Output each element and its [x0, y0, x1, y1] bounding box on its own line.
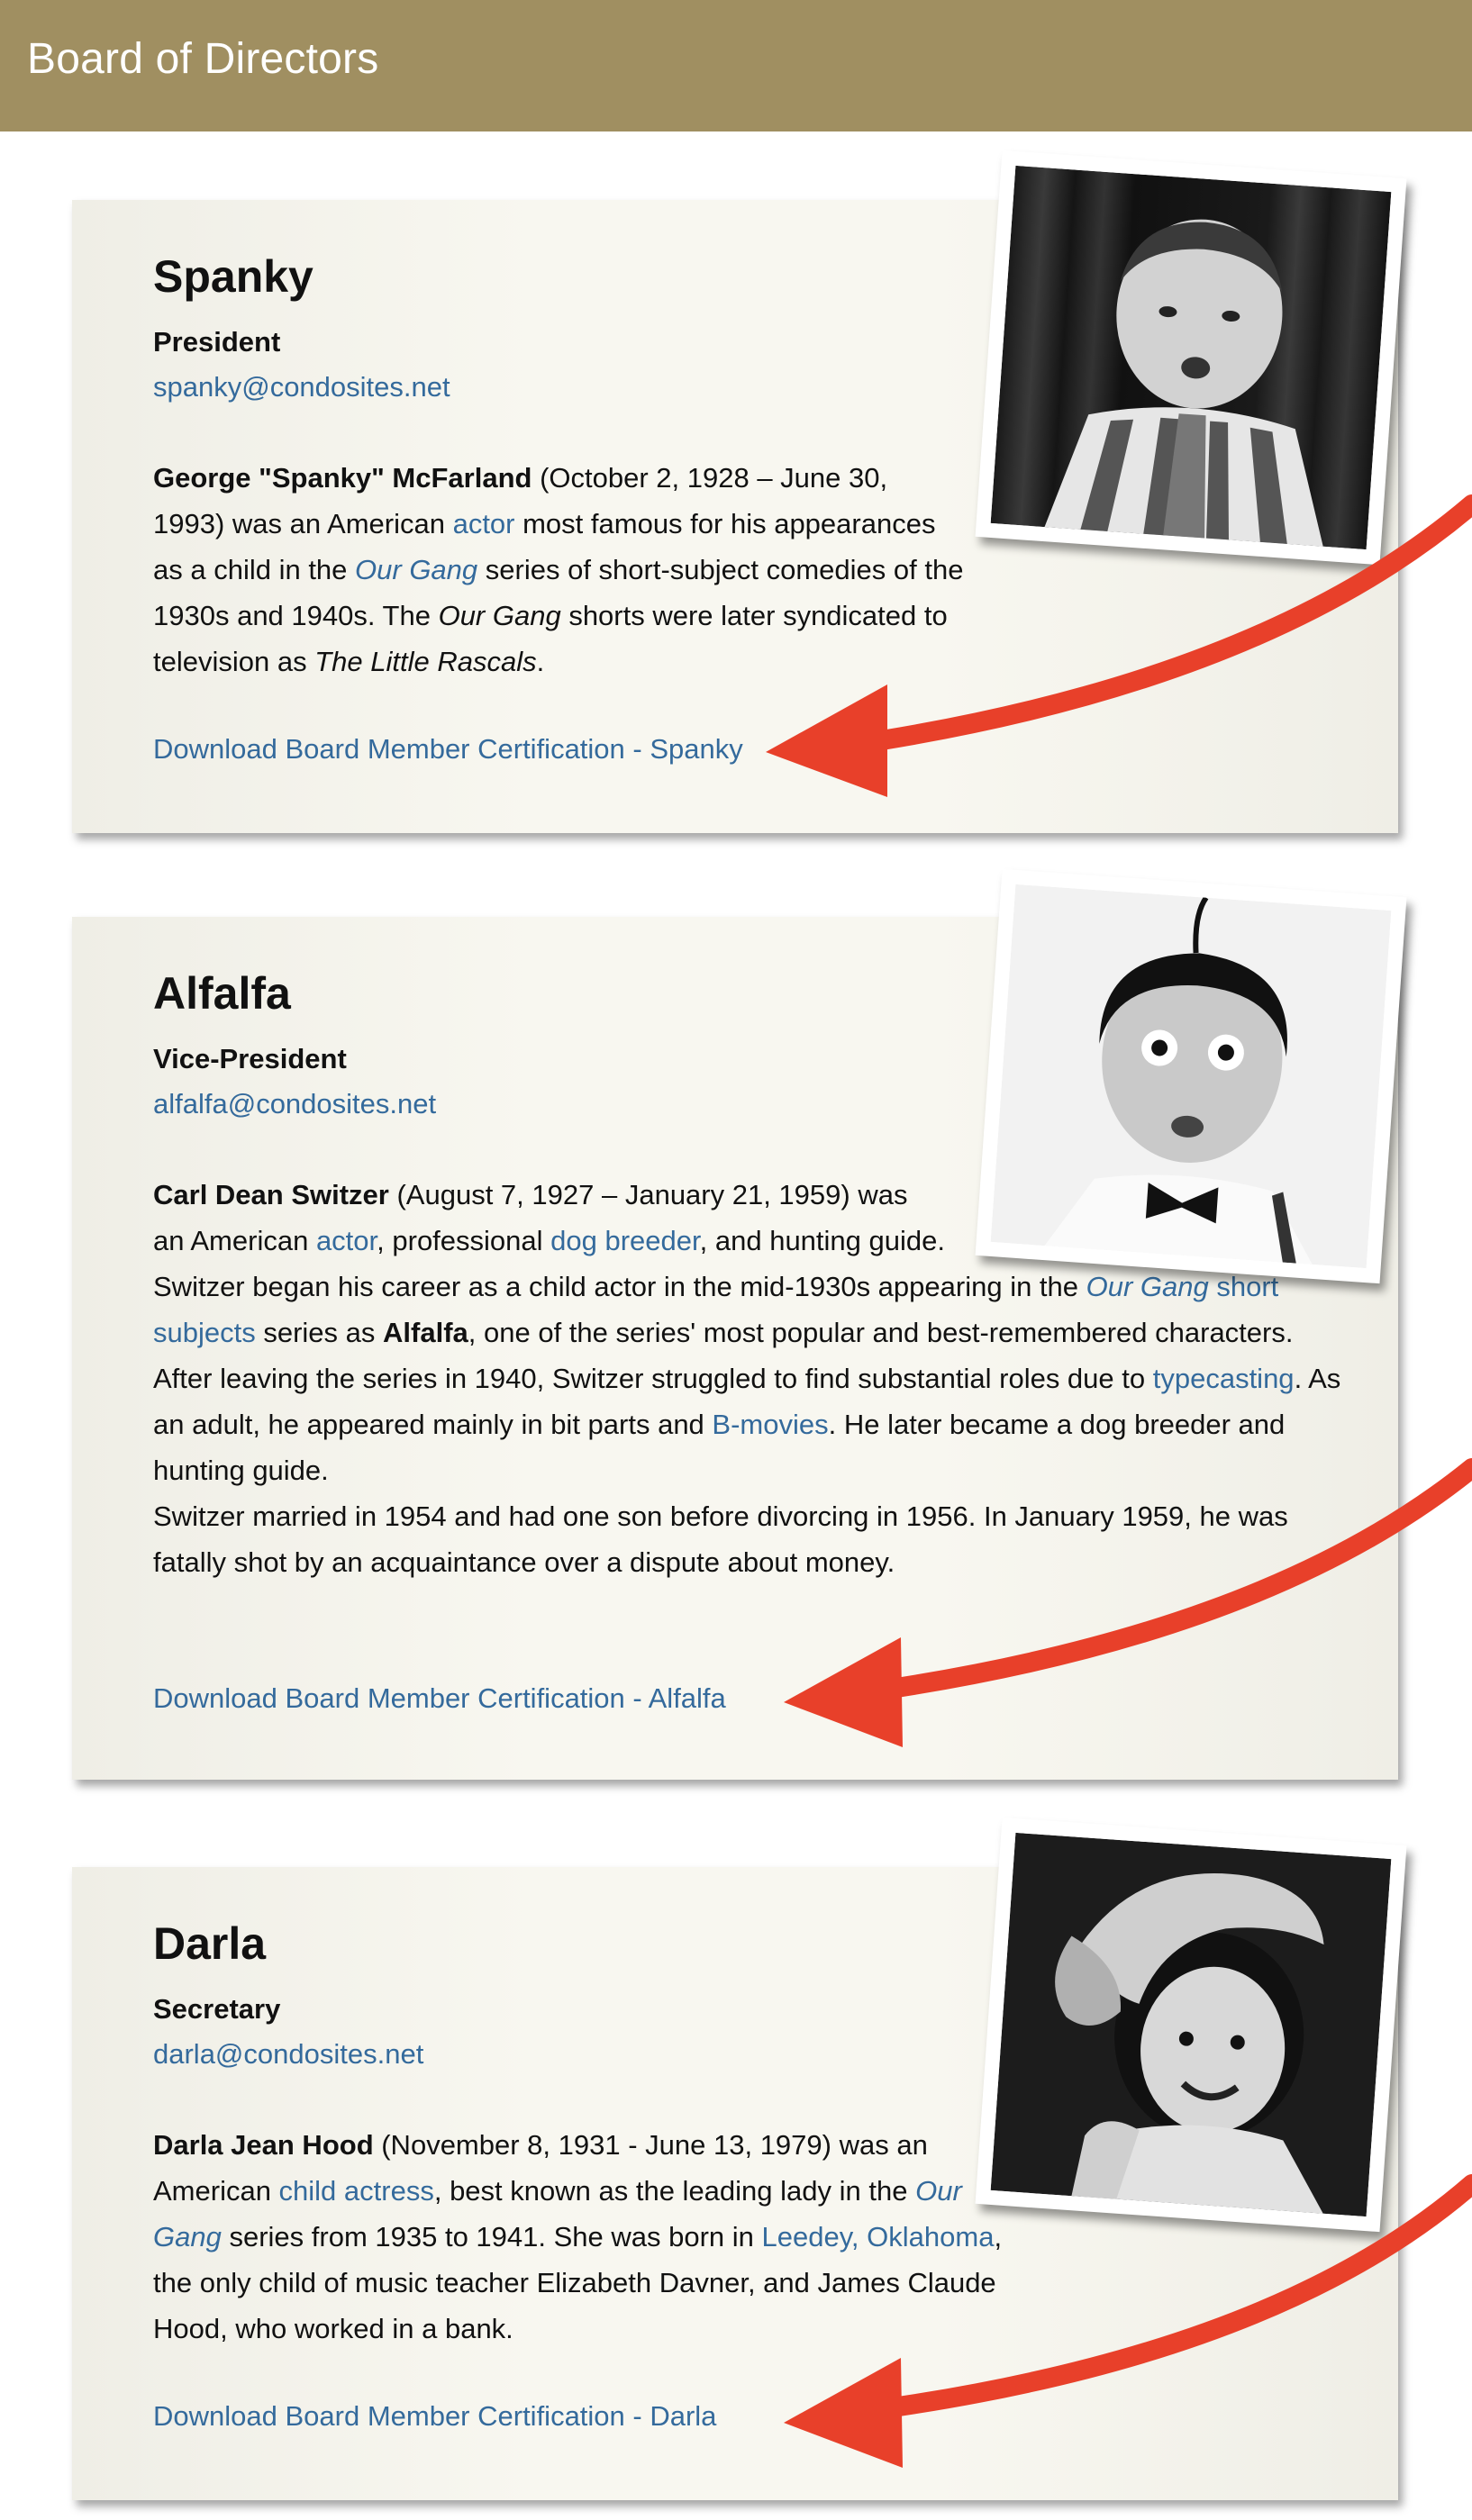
download-certification-link[interactable]: Download Board Member Certification - Spanky: [153, 733, 743, 765]
member-photo-spanky: [976, 150, 1407, 565]
download-certification-link[interactable]: Download Board Member Certification - Alfalfa: [153, 1682, 726, 1714]
member-role: Secretary: [153, 1993, 281, 2025]
bio-text: (November 8, 1931 - June 13, 1979) was an American: [153, 2129, 928, 2207]
bio-link-child-actress[interactable]: child actress: [278, 2175, 434, 2207]
bio-link-our-gang[interactable]: [355, 554, 477, 585]
bio-text: Switzer began his career as a child actor in the mid-1930s appearing in the: [153, 1271, 1086, 1302]
bio-text: . As an adult, he appeared mainly in bit parts and: [153, 1363, 1341, 1440]
bio-paragraph-2: [153, 1264, 1342, 1493]
bio-link-typecasting[interactable]: typecasting: [1152, 1363, 1295, 1394]
bio-link-our-gang-text: Our Gang: [1086, 1271, 1209, 1302]
portrait-image: [991, 1833, 1392, 2216]
member-bio: [153, 2122, 1018, 2352]
bio-text: , best known as the leading lady in the: [433, 2175, 916, 2207]
member-name: Spanky: [153, 251, 313, 302]
bio-text: shorts were later syndicated to television as: [153, 600, 948, 677]
bio-paragraph-1: [153, 1172, 946, 1264]
member-photo-darla: [976, 1817, 1407, 2232]
member-email-link[interactable]: alfalfa@condosites.net: [153, 1088, 437, 1119]
bio-link-b-movies[interactable]: B-movies: [712, 1409, 829, 1440]
bio-link-our-gang-text: Our Gang: [153, 2175, 962, 2253]
bio-our-gang-italic: Our Gang: [438, 600, 561, 631]
bio-link-our-gang[interactable]: [1086, 1271, 1209, 1302]
bio-little-rascals: The Little Rascals: [314, 646, 537, 677]
bio-text: series of short-subject comedies of the 1930s and 1940s. The: [153, 554, 964, 631]
bio-text: , professional: [377, 1225, 551, 1256]
bio-full-name: George "Spanky" McFarland: [153, 462, 532, 494]
bio-text: , one of the series' most popular and best-remembered characters. After leaving the series in 1940, Switzer struggled to find substantial roles due to: [153, 1317, 1294, 1394]
bio-link-our-gang-text: Our Gang: [355, 554, 478, 585]
bio-text: , and hunting guide.: [699, 1225, 945, 1256]
bio-text: series from 1935 to 1941. She was born in: [221, 2221, 762, 2253]
download-certification-link[interactable]: Download Board Member Certification - Darla: [153, 2400, 717, 2432]
page-title: Board of Directors: [27, 35, 379, 83]
bio-text: most famous for his appearances as a child in the: [153, 508, 936, 585]
bio-full-name: Carl Dean Switzer: [153, 1179, 389, 1210]
bio-text: . He later became a dog breeder and hunting guide.: [153, 1409, 1286, 1486]
bio-link-actor[interactable]: actor: [315, 1225, 377, 1256]
member-role: President: [153, 326, 281, 358]
bio-link-short-subjects[interactable]: short subjects: [153, 1271, 1279, 1348]
member-name: Darla: [153, 1918, 267, 1969]
bio-text: , the only child of music teacher Elizabeth Davner, and James Claude Hood, who worked in a bank.: [153, 2221, 1003, 2344]
bio-full-name: Darla Jean Hood: [153, 2129, 374, 2161]
member-name: Alfalfa: [153, 968, 291, 1019]
bio-paragraph-3: Switzer married in 1954 and had one son before divorcing in 1956. In January 1959, he was fatally shot by an acquaintance over a dispute about money.: [153, 1500, 1288, 1578]
bio-text: (August 7, 1927 – January 21, 1959) was an American: [153, 1179, 908, 1256]
bio-link-actor[interactable]: actor: [452, 508, 515, 539]
member-bio: [153, 455, 964, 684]
member-email-link[interactable]: darla@condosites.net: [153, 2038, 424, 2070]
portrait-image: [991, 884, 1392, 1268]
member-role: Vice-President: [153, 1043, 347, 1074]
member-photo-alfalfa: [976, 869, 1407, 1283]
bio-text: .: [536, 646, 545, 677]
bio-text: series as: [255, 1317, 384, 1348]
member-email-link[interactable]: spanky@condosites.net: [153, 371, 450, 403]
bio-alfalfa-bold: Alfalfa: [383, 1317, 468, 1348]
bio-text: (October 2, 1928 – June 30, 1993) was an American: [153, 462, 888, 539]
page-header: [0, 0, 1472, 131]
bio-link-leedey[interactable]: Leedey, Oklahoma: [761, 2221, 995, 2253]
portrait-image: [991, 166, 1392, 549]
bio-link-dog-breeder[interactable]: dog breeder: [550, 1225, 700, 1256]
